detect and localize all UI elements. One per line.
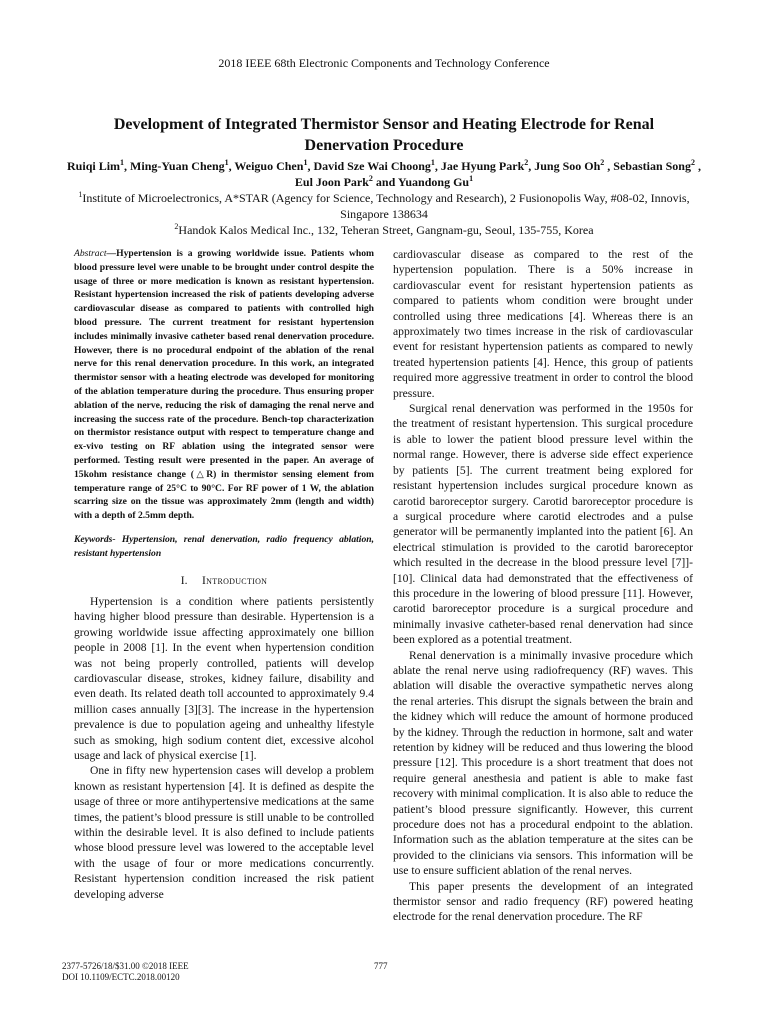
author-affiliation-marker: 2: [368, 174, 373, 183]
author-separator: ,: [528, 159, 535, 173]
author-affiliation-marker: 1: [430, 158, 435, 167]
section-number: I.: [180, 573, 188, 587]
intro-paragraph-4: Renal denervation is a minimally invasive procedure which ablate the renal nerve using radiofrequency (RF) waves. This ablation will disable the overactive sympathetic nerves along the renal arteries. This disrupt the signals between the brain and the kidney which will reduce the amount of hormone produced by the kidney. Through the reduction in hormone, salt and water retention by kidney will be reduced and thus lowering the blood pressure [12]. This procedure is a short treatment that does not require general anesthesia and patient is able to make fast recovery with minimal complication. It is also able to reduce the patient’s blood pressure significantly. However, this current procedure does not has a procedural endpoint to the ablation. Information such as the ablation temperature at the sites can be provided to the clinicians via sensors. This information will be use to ensure sufficient ablation of the renal nerves.: [393, 648, 693, 878]
paper-title: Development of Integrated Thermistor Sensor and Heating Electrode for Renal Denervation Procedure: [113, 116, 655, 154]
author-separator: and: [372, 175, 398, 189]
keywords-label: Keywords-: [74, 533, 116, 545]
left-column: [74, 247, 374, 902]
keywords-text: Hypertension, renal denervation, radio frequency ablation, resistant hypertension: [74, 533, 374, 559]
abstract: [74, 247, 374, 523]
author-name: Ming-Yuan Cheng: [130, 159, 225, 173]
author-affiliation-marker: 2: [524, 158, 529, 167]
author-affiliation-marker: 1: [224, 158, 229, 167]
author-name: Yuandong Gu: [397, 175, 470, 189]
author-affiliation-marker: 2: [600, 158, 605, 167]
author-separator: ,: [434, 159, 441, 173]
intro-paragraph-3: Surgical renal denervation was performed in the 1950s for the treatment of resistant hypertension. This surgical procedure is able to lower the patient blood pressure level within the normal range. However, there is adverse side effect experience by patients [5]. The current treatment being explored for resistant hypertension includes surgical procedure known as carotid baroreceptor surgery. Carotid baroreceptor procedure is a surgical procedure where carotid electrodes and a pulse generator will be permanently implanted into the patient [6]. An electrical stimulation is provided to the carotid baroreceptor which resulted in the decrease in the blood pressure level [7]]-[10]. Clinical data had demonstrated that the effectiveness of this procedure in the lowering of blood pressure [11]. However, carotid baroreceptor procedure is a surgical procedure and minimally invasive catheter-based renal denervation had since been explored as a potential treatment.: [393, 402, 693, 647]
keywords: [74, 533, 374, 561]
author-list: [60, 158, 708, 190]
author-separator: ,: [604, 159, 614, 173]
intro-paragraph-2: One in fifty new hypertension cases will develop a problem known as resistant hypertension [4]. It is defined as despite the usage of three or more antihypertensive medications at the same times, the patient’s blood pressure is still unable to be controlled within the desirable level. It is also defined to include patients whose blood pressure level was lowered to the acceptable level with the usage of four or more medications concurrently. Resistant hypertension condition increased the risk patient developing adverse: [74, 764, 374, 901]
intro-paragraph-5: This paper presents the development of an integrated thermistor sensor and radio frequency (RF) powered heating electrode for the renal denervation procedure. The RF: [393, 879, 693, 924]
author-affiliation-marker: 1: [469, 174, 474, 183]
abstract-text: —Hypertension is a growing worldwide issue. Patients whom blood pressure level were unable to be brought under control despite the usage of three or more medication is known as resistant hypertension. Resistant hypertension increased the risk of patients developing adverse cardiovascular disease as compared to patients with controlled high blood pressure. The current treatment for resistant hypertension includes minimally invasive catheter based renal denervation procedure. However, there is no procedural endpoint of the ablation of the renal nerve for this renal denervation procedure. In this work, an integrated thermistor sensor with a heating electrode was developed for monitoring of the ablation temperature during the procedure. Thus ensuring proper ablation of the nerve, reducing the risk of damaging the renal nerve and increasing the success rate of the procedure. Bench-top characterization on thermistor resistance output with respect to temperature change and ex-vivo testing on RF ablation using the integrated sensor were performed. Testing result were presented in the paper. An average of 15kohm resistance change (△R) in thermistor sensing element from temperature range of 25°C to 90°C. For RF power of 1 W, the ablation scarring size on the tissue was approximately 2mm (length and width) with a depth of 2.5mm depth.: [74, 248, 374, 522]
author-name: Jung Soo Oh: [534, 159, 601, 173]
conference-header: 2018 IEEE 68th Electronic Components and Technology Conference: [218, 56, 550, 70]
section-heading-introduction: [74, 573, 374, 588]
author-affiliation-marker: 2: [690, 158, 695, 167]
author-affiliation-marker: 1: [303, 158, 308, 167]
author-name: Weiguo Chen: [234, 159, 304, 173]
author-separator: ,: [228, 159, 235, 173]
intro-paragraph-2-continued: cardiovascular disease as compared to the rest of the hypertension population. There is a 50% increase in cardiovascular event for resistant hypertension patients as compared to patients whom condition were brought under controlled using three medications [4]. Whereas there is an approximately two times increase in the risk of cardiovascular event for resistant hypertension patients as compared to newly treated hypertension patients [4]. Hence, this group of patients required more aggressive treatment in order to control the blood pressure.: [393, 248, 693, 400]
affiliation-1: [60, 190, 708, 222]
author-name: Sebastian Song: [613, 159, 691, 173]
doi-line: DOI 10.1109/ECTC.2018.00120: [62, 972, 180, 982]
affiliation-2-text: Handok Kalos Medical Inc., 132, Teheran Street, Gangnam-gu, Seoul, 135-755, Korea: [178, 223, 594, 237]
author-name: Eul Joon Park: [294, 175, 369, 189]
affiliation-1-text: Institute of Microelectronics, A*STAR (Agency for Science, Technology and Research), 2 Fusionopolis Way, #08-02, Innovis, Singapore 138634: [82, 191, 690, 221]
author-separator: ,: [124, 159, 131, 173]
section-title: Introduction: [202, 573, 268, 587]
page-number: 777: [374, 961, 388, 971]
copyright-footer: [62, 961, 189, 983]
intro-paragraph-1: Hypertension is a condition where patients persistently having higher blood pressure than desirable. Hypertension is a growing worldwide issue affecting approximately one billion people in 2008 [1]. In the event when hypertension condition was not being properly controlled, patients will develop cardiovascular disease, strokes, kidney failure, disability and even death. Its related death toll accounted to approximately 9.4 million cases annually [3][3]. The increase in the hypertension prevalence is due to population ageing and unhealthy lifestyle such as smoking, high sodium content diet, excessive alcohol usage and lack of physical exercise [1].: [74, 594, 374, 762]
author-separator: ,: [694, 159, 701, 173]
author-affiliation-marker: 1: [120, 158, 125, 167]
affiliation-2-marker: 2: [174, 222, 179, 231]
author-name: David Sze Wai Choong: [313, 159, 431, 173]
author-separator: ,: [307, 159, 314, 173]
copyright-line: 2377-5726/18/$31.00 ©2018 IEEE: [62, 961, 189, 971]
affiliation-2: [60, 222, 708, 238]
author-name: Jae Hyung Park: [440, 159, 525, 173]
affiliation-1-marker: 1: [78, 190, 83, 199]
abstract-label: Abstract: [74, 248, 107, 259]
right-column: [393, 247, 693, 925]
author-name: Ruiqi Lim: [67, 159, 121, 173]
